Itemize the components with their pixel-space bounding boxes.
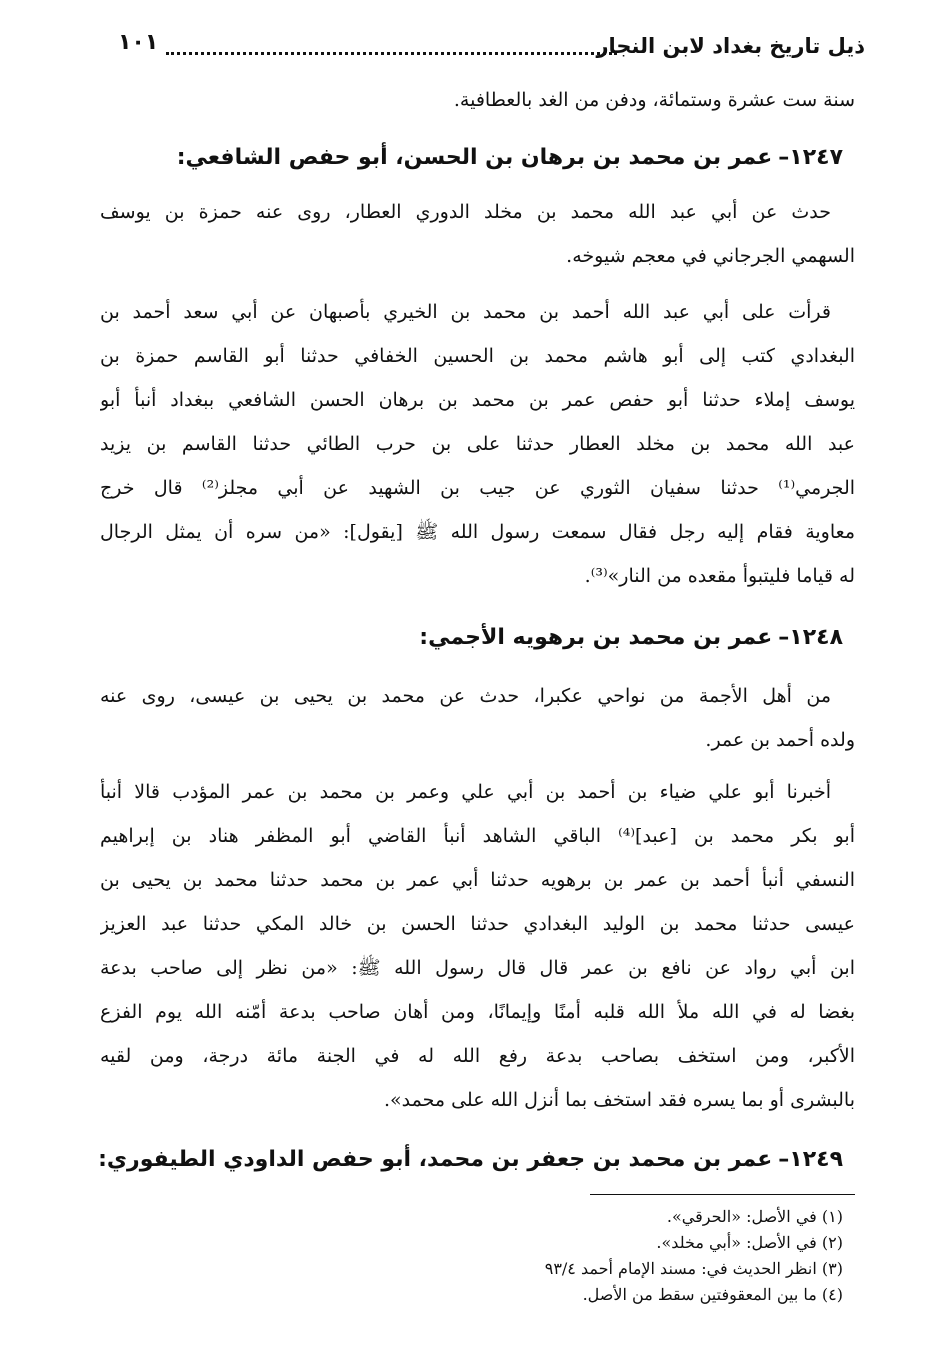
- entry-1248-bio: [100, 674, 855, 762]
- entry-1247-isnad: [100, 290, 855, 598]
- text-line: أبو بكر محمد بن [عبد]⁽⁴⁾ الباقي الشاهد أنبأ القاضي أبو المظفر هناد بن إبراهيم: [100, 825, 855, 847]
- entry-name: عمر بن محمد بن برهويه الأجمي:: [419, 625, 773, 650]
- text-line: أخبرنا أبو علي ضياء بن أحمد بن أبي علي وعمر بن محمد بن عمر المؤدب قالا أنبأ: [100, 781, 831, 803]
- footnote: (١) في الأصل: «الحرقي».: [666, 1207, 843, 1226]
- entry-number: ١٢٤٧–: [778, 145, 843, 170]
- page-number: ١٠١: [118, 30, 159, 55]
- text-line: السهمي الجرجاني في معجم شيوخه.: [566, 245, 855, 267]
- footnotes: [300, 1204, 843, 1308]
- entry-number: ١٢٤٩–: [778, 1147, 843, 1172]
- entry-heading-1249: [100, 1140, 843, 1180]
- text-line: النسفي أنبأ أحمد بن عمر بن برهويه حدثنا أبي عمر بن محمد حدثنا محمد بن يحيى بن: [100, 869, 855, 891]
- text-line: ولده أحمد بن عمر.: [705, 729, 855, 751]
- text-line: يوسف إملاء حدثنا أبو حفص عمر بن محمد بن برهان الحسن الشافعي ببغداد أنبأ أبو: [100, 389, 855, 411]
- book-title: ذيل تاريخ بغداد لابن النجار: [596, 34, 865, 58]
- footnote-separator: [590, 1194, 855, 1195]
- text-line: عبد الله محمد بن مخلد العطار حدثنا على بن حرب الطائي حدثنا القاسم بن يزيد: [100, 433, 855, 455]
- text-line: البغدادي كتب إلى أبو هاشم محمد بن الحسين الخفافي حدثنا أبو القاسم حمزة بن: [100, 345, 855, 367]
- text-line: له قياما فليتبوأ مقعده من النار»⁽³⁾.: [584, 565, 855, 587]
- entry-name: عمر بن محمد بن برهان بن الحسن، أبو حفص الشافعي:: [176, 145, 773, 170]
- entry-1248-isnad: [100, 770, 855, 1122]
- text-line: ابن أبي رواد عن نافع بن عمر قال قال رسول الله ﷺ: «من نظر إلى صاحب بدعة: [100, 957, 855, 979]
- footnote: (٢) في الأصل: «أبي مخلد».: [656, 1233, 843, 1252]
- entry-heading-1247: [100, 138, 843, 178]
- text-line: سنة ست عشرة وستمائة، ودفن من الغد بالعطافية.: [453, 89, 855, 111]
- entry-name: عمر بن محمد بن جعفر بن محمد، أبو حفص الداودي الطيفوري:: [98, 1147, 773, 1172]
- entry-1247-bio: [100, 190, 855, 278]
- text-line: معاوية فقام إليه رجل فقال سمعت رسول الله ﷺ [يقول]: «من سره أن يمثل الرجال: [100, 521, 855, 543]
- text-line: بالبشرى أو بما يسره فقد استخف بما أنزل الله على محمد».: [383, 1089, 855, 1111]
- footnote: (٣) انظر الحديث في: مسند الإمام أحمد ٩٣/٤: [544, 1259, 843, 1278]
- entry-heading-1248: [100, 618, 843, 658]
- text-line: بغضا له في الله ملأ الله قلبه أمنًا وإيمانًا، ومن أهان صاحب بدعة أمّنه الله يوم الفزع: [100, 1001, 855, 1023]
- footnote: (٤) ما بين المعقوفتين سقط من الأصل.: [582, 1285, 843, 1304]
- text-line: عيسى حدثنا محمد بن الوليد البغدادي حدثنا الحسن بن خالد المكي حدثنا عبد العزيز: [100, 913, 855, 935]
- text-line: الأكبر، ومن استخف بصاحب بدعة رفع الله له في الجنة مائة درجة، ومن لقيه: [100, 1045, 855, 1067]
- text-line: من أهل الأجمة من نواحي عكبرا، حدث عن محمد بن يحيى بن عيسى، روى عنه: [100, 685, 831, 707]
- header-dotted-leader: [166, 52, 617, 55]
- text-line: قرأت على أبي عبد الله أحمد بن محمد بن الخيري بأصبهان عن أبي سعد أحمد بن: [100, 301, 831, 323]
- running-header: [118, 22, 865, 66]
- text-line: حدث عن أبي عبد الله محمد بن مخلد الدوري العطار، روى عنه حمزة بن يوسف: [100, 201, 831, 223]
- text-line: الجرمي⁽¹⁾ حدثنا سفيان الثوري عن جيب بن الشهيد عن أبي مجلز⁽²⁾ قال خرج: [100, 477, 855, 499]
- entry-number: ١٢٤٨–: [778, 625, 843, 650]
- intro-paragraph: [100, 78, 855, 122]
